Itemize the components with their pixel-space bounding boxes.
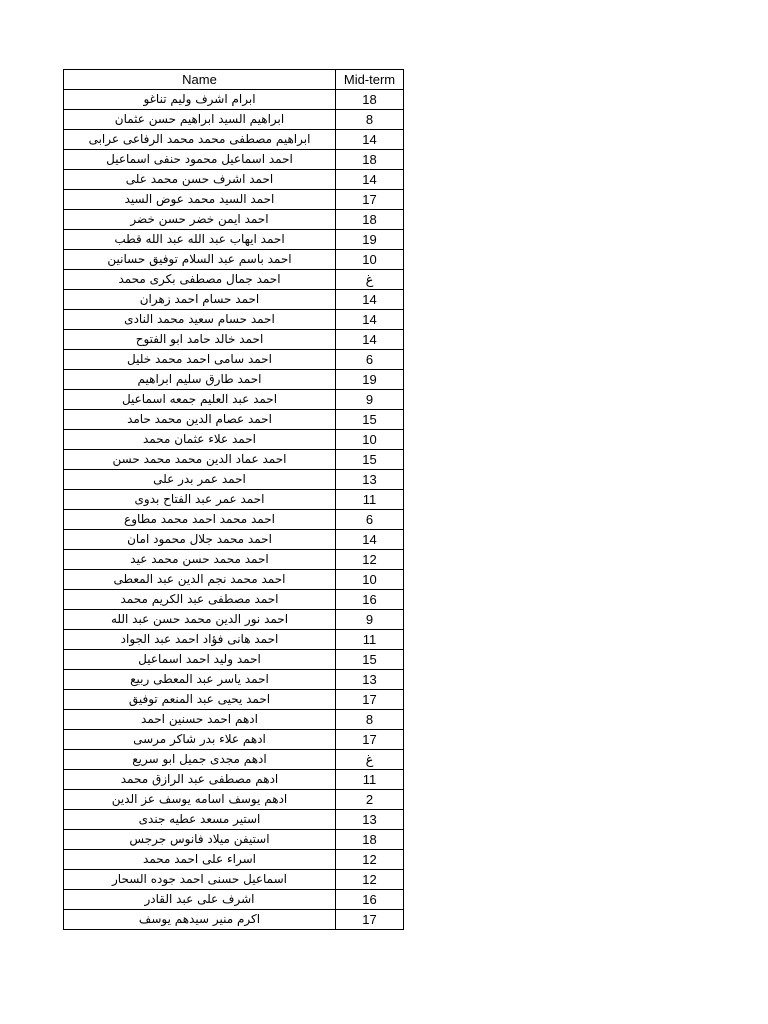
student-name-cell[interactable]: احمد السيد محمد عوض السيد [64,190,336,210]
table-row [64,210,404,230]
student-name-cell[interactable]: ادهم احمد حسنين احمد [64,710,336,730]
midterm-score-cell[interactable]: 14 [336,290,404,310]
student-name-cell[interactable]: استير مسعد عطيه جندى [64,810,336,830]
table-row [64,130,404,150]
midterm-score-cell[interactable]: 17 [336,690,404,710]
midterm-score-cell[interactable]: 14 [336,310,404,330]
table-row [64,90,404,110]
student-name-cell[interactable]: احمد وليد احمد اسماعيل [64,650,336,670]
table-row [64,430,404,450]
midterm-score-cell[interactable]: 17 [336,730,404,750]
midterm-score-cell[interactable]: غ [336,270,404,290]
student-name-cell[interactable]: احمد مصطفى عبد الكريم محمد [64,590,336,610]
table-row [64,810,404,830]
student-name-cell[interactable]: اشرف على عبد القادر [64,890,336,910]
midterm-score-cell[interactable]: 17 [336,910,404,930]
midterm-score-cell[interactable]: 15 [336,450,404,470]
table-row [64,650,404,670]
student-name-cell[interactable]: احمد يحيى عبد المنعم توفيق [64,690,336,710]
midterm-score-cell[interactable]: 12 [336,870,404,890]
table-row [64,730,404,750]
table-row [64,370,404,390]
student-name-cell[interactable]: احمد اشرف حسن محمد على [64,170,336,190]
midterm-score-cell[interactable]: 18 [336,830,404,850]
midterm-score-cell[interactable]: 9 [336,610,404,630]
table-row [64,190,404,210]
midterm-score-cell[interactable]: 9 [336,390,404,410]
midterm-score-cell[interactable]: 18 [336,150,404,170]
midterm-score-cell[interactable]: 19 [336,230,404,250]
midterm-score-cell[interactable]: 16 [336,890,404,910]
table-row [64,570,404,590]
student-name-cell[interactable]: ابرام اشرف وليم تناغو [64,90,336,110]
midterm-score-cell[interactable]: 15 [336,410,404,430]
student-name-cell[interactable]: احمد محمد نجم الدين عبد المعطى [64,570,336,590]
student-name-cell[interactable]: احمد محمد احمد محمد مطاوع [64,510,336,530]
midterm-score-cell[interactable]: 16 [336,590,404,610]
table-row [64,670,404,690]
student-name-cell[interactable]: ادهم علاء بدر شاكر مرسى [64,730,336,750]
midterm-score-cell[interactable]: 10 [336,570,404,590]
midterm-score-cell[interactable]: 17 [336,190,404,210]
midterm-score-cell[interactable]: 6 [336,350,404,370]
midterm-column-header[interactable]: Mid-term [336,70,404,90]
student-name-cell[interactable]: ادهم يوسف اسامه يوسف عز الدين [64,790,336,810]
table-row [64,410,404,430]
table-row [64,770,404,790]
table-row [64,690,404,710]
midterm-score-cell[interactable]: 12 [336,850,404,870]
table-row [64,870,404,890]
table-row [64,250,404,270]
table-row [64,390,404,410]
table-row [64,750,404,770]
table-row [64,890,404,910]
grades-sheet [63,69,404,930]
student-name-cell[interactable]: احمد محمد حسن محمد عيد [64,550,336,570]
table-row [64,530,404,550]
student-name-cell[interactable]: احمد عمر بدر على [64,470,336,490]
student-name-cell[interactable]: احمد حسام سعيد محمد النادى [64,310,336,330]
table-row [64,610,404,630]
table-row [64,830,404,850]
midterm-score-cell[interactable]: 18 [336,90,404,110]
student-name-cell[interactable]: احمد باسم عبد السلام توفيق حسانين [64,250,336,270]
midterm-score-cell[interactable]: 14 [336,330,404,350]
midterm-score-cell[interactable]: 13 [336,470,404,490]
header-row [64,70,404,90]
student-name-cell[interactable]: احمد طارق سليم ابراهيم [64,370,336,390]
student-name-cell[interactable]: احمد عصام الدين محمد حامد [64,410,336,430]
table-row [64,330,404,350]
table-body [64,90,404,930]
midterm-score-cell[interactable]: 13 [336,670,404,690]
midterm-score-cell[interactable]: 11 [336,630,404,650]
name-column-header[interactable]: Name [64,70,336,90]
midterm-score-cell[interactable]: 10 [336,250,404,270]
table-row [64,510,404,530]
student-name-cell[interactable]: احمد هانى فؤاد احمد عبد الجواد [64,630,336,650]
student-name-cell[interactable]: احمد ياسر عبد المعطى ربيع [64,670,336,690]
table-row [64,150,404,170]
midterm-score-cell[interactable]: 2 [336,790,404,810]
table-row [64,470,404,490]
student-name-cell[interactable]: احمد سامى احمد محمد خليل [64,350,336,370]
midterm-score-cell[interactable]: 19 [336,370,404,390]
student-name-cell[interactable]: احمد حسام احمد زهران [64,290,336,310]
midterm-score-cell[interactable]: 13 [336,810,404,830]
student-name-cell[interactable]: احمد خالد حامد ابو الفتوح [64,330,336,350]
table-row [64,490,404,510]
midterm-score-cell[interactable]: 8 [336,710,404,730]
table-row [64,290,404,310]
student-name-cell[interactable]: ادهم مجدى جميل ابو سريع [64,750,336,770]
table-row [64,590,404,610]
student-name-cell[interactable]: احمد عبد العليم جمعه اسماعيل [64,390,336,410]
table-row [64,630,404,650]
midterm-score-cell[interactable]: 18 [336,210,404,230]
student-name-cell[interactable]: احمد نور الدين محمد حسن عبد الله [64,610,336,630]
student-name-cell[interactable]: احمد عمر عبد الفتاح بدوى [64,490,336,510]
student-name-cell[interactable]: ابراهيم مصطفى محمد محمد الرفاعى عرابى [64,130,336,150]
table-row [64,270,404,290]
student-name-cell[interactable]: احمد ايهاب عبد الله عبد الله قطب [64,230,336,250]
table-row [64,230,404,250]
student-name-cell[interactable]: ابراهيم السيد ابراهيم حسن عثمان [64,110,336,130]
student-name-cell[interactable]: اسماعيل حسنى احمد جوده السحار [64,870,336,890]
table-row [64,790,404,810]
midterm-score-cell[interactable]: 14 [336,170,404,190]
midterm-score-cell[interactable]: 14 [336,130,404,150]
table-row [64,550,404,570]
student-name-cell[interactable]: اسراء على احمد محمد [64,850,336,870]
student-name-cell[interactable]: احمد محمد جلال محمود امان [64,530,336,550]
grades-table [63,69,404,930]
midterm-score-cell[interactable]: 12 [336,550,404,570]
student-name-cell[interactable]: احمد ايمن خضر حسن خضر [64,210,336,230]
midterm-score-cell[interactable]: غ [336,750,404,770]
student-name-cell[interactable]: احمد اسماعيل محمود حنفى اسماعيل [64,150,336,170]
midterm-score-cell[interactable]: 14 [336,530,404,550]
student-name-cell[interactable]: احمد جمال مصطفى بكرى محمد [64,270,336,290]
midterm-score-cell[interactable]: 15 [336,650,404,670]
student-name-cell[interactable]: احمد عماد الدين محمد محمد حسن [64,450,336,470]
student-name-cell[interactable]: استيفن ميلاد فانوس جرجس [64,830,336,850]
midterm-score-cell[interactable]: 11 [336,770,404,790]
table-row [64,110,404,130]
midterm-score-cell[interactable]: 8 [336,110,404,130]
midterm-score-cell[interactable]: 6 [336,510,404,530]
table-row [64,350,404,370]
student-name-cell[interactable]: ادهم مصطفى عبد الرازق محمد [64,770,336,790]
midterm-score-cell[interactable]: 10 [336,430,404,450]
table-row [64,170,404,190]
table-row [64,450,404,470]
table-row [64,910,404,930]
table-row [64,710,404,730]
student-name-cell[interactable]: اكرم منير سيدهم يوسف [64,910,336,930]
table-row [64,850,404,870]
midterm-score-cell[interactable]: 11 [336,490,404,510]
student-name-cell[interactable]: احمد علاء عثمان محمد [64,430,336,450]
table-row [64,310,404,330]
